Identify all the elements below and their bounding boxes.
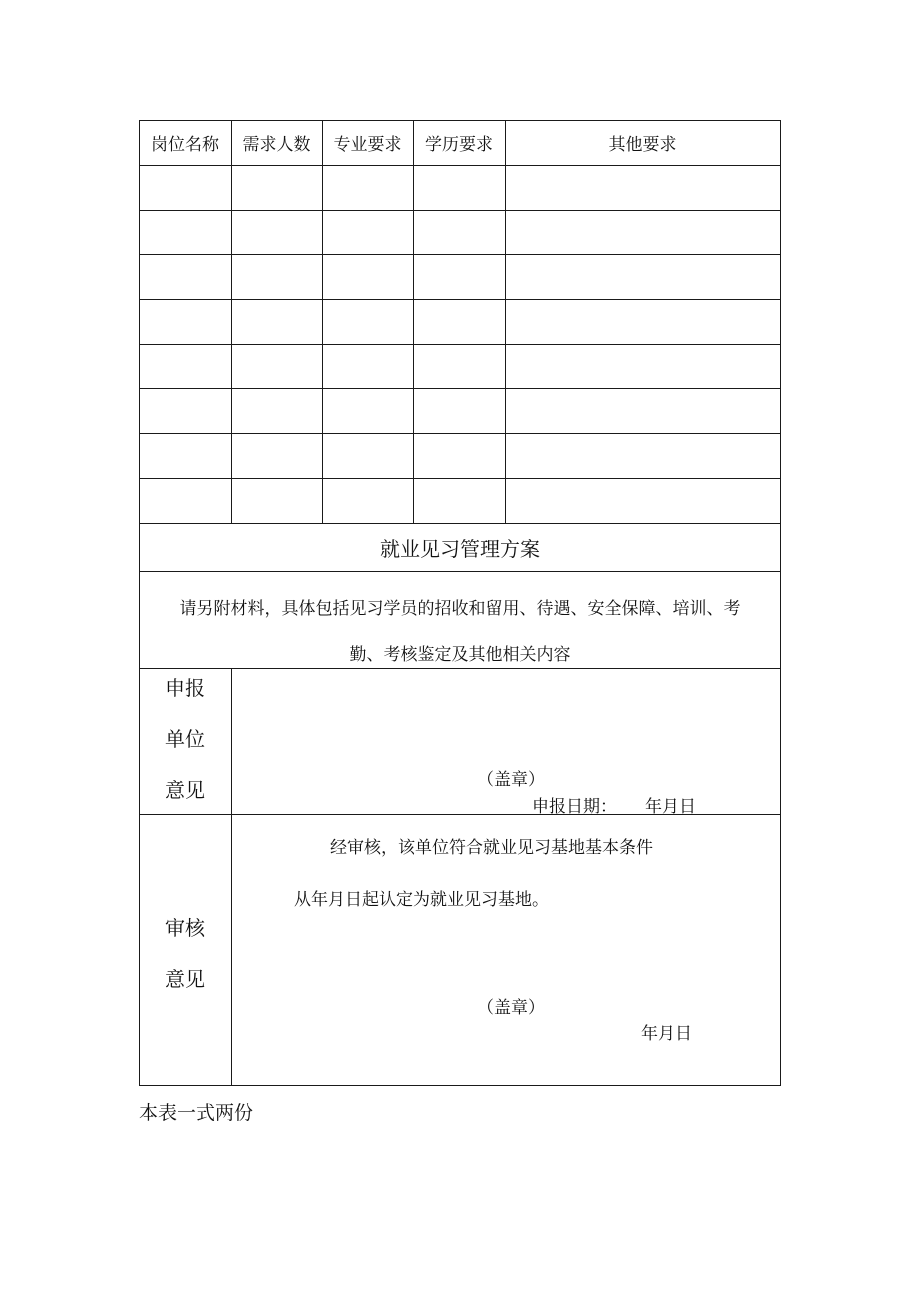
header-headcount: 需求人数 [242,135,311,155]
border-bottom [139,1085,781,1086]
cell-major[interactable] [322,433,413,478]
cell-other-requirements[interactable] [505,165,780,210]
row-divider [139,571,781,572]
cell-headcount[interactable] [231,254,322,299]
review-statement-line2: 从年月日起认定为就业见习基地。 [294,890,549,910]
applicant-date-label: 申报日期： [532,797,617,817]
cell-other-requirements[interactable] [505,210,780,254]
cell-major[interactable] [322,254,413,299]
management-plan-note-line2: 勤、考核鉴定及其他相关内容 [349,645,571,665]
cell-headcount[interactable] [231,433,322,478]
cell-position-name[interactable] [139,388,231,433]
review-statement-line1: 经审核，该单位符合就业见习基地基本条件 [330,838,653,858]
cell-other-requirements[interactable] [505,344,780,388]
cell-position-name[interactable] [139,165,231,210]
cell-position-name[interactable] [139,344,231,388]
cell-other-requirements[interactable] [505,299,780,344]
cell-major[interactable] [322,210,413,254]
cell-major[interactable] [322,299,413,344]
header-other-requirements: 其他要求 [608,135,677,155]
cell-education[interactable] [413,478,505,523]
management-plan-note-line1: 请另附材料，具体包括见习学员的招收和留用、待遇、安全保障、培训、考 [179,599,741,619]
cell-education[interactable] [413,388,505,433]
review-label-line2: 意见 [165,967,205,991]
cell-education[interactable] [413,299,505,344]
review-seal: （盖章） [477,998,545,1018]
applicant-label-line3: 意见 [165,778,205,802]
cell-headcount[interactable] [231,299,322,344]
applicant-date: 年月日 [645,797,696,817]
cell-education[interactable] [413,433,505,478]
cell-other-requirements[interactable] [505,478,780,523]
header-position-name: 岗位名称 [151,135,219,155]
footer-note: 本表一式两份 [139,1102,254,1124]
cell-headcount[interactable] [231,210,322,254]
cell-headcount[interactable] [231,388,322,433]
cell-headcount[interactable] [231,478,322,523]
header-major: 专业要求 [333,135,402,155]
cell-education[interactable] [413,210,505,254]
management-plan-title: 就业见习管理方案 [380,536,540,561]
cell-position-name[interactable] [139,433,231,478]
header-education: 学历要求 [425,135,493,155]
applicant-label-line2: 单位 [165,727,205,751]
cell-position-name[interactable] [139,299,231,344]
cell-other-requirements[interactable] [505,433,780,478]
row-divider [139,668,781,669]
cell-major[interactable] [322,344,413,388]
applicant-label-line1: 申报 [165,676,205,700]
label-column-divider [231,668,232,1086]
cell-position-name[interactable] [139,210,231,254]
cell-major[interactable] [322,478,413,523]
cell-other-requirements[interactable] [505,254,780,299]
cell-headcount[interactable] [231,165,322,210]
cell-education[interactable] [413,254,505,299]
review-label-line1: 审核 [165,916,205,940]
cell-position-name[interactable] [139,254,231,299]
review-date: 年月日 [641,1024,692,1044]
applicant-seal: （盖章） [477,770,545,790]
cell-major[interactable] [322,388,413,433]
cell-education[interactable] [413,165,505,210]
cell-major[interactable] [322,165,413,210]
cell-other-requirements[interactable] [505,388,780,433]
cell-headcount[interactable] [231,344,322,388]
cell-position-name[interactable] [139,478,231,523]
cell-education[interactable] [413,344,505,388]
